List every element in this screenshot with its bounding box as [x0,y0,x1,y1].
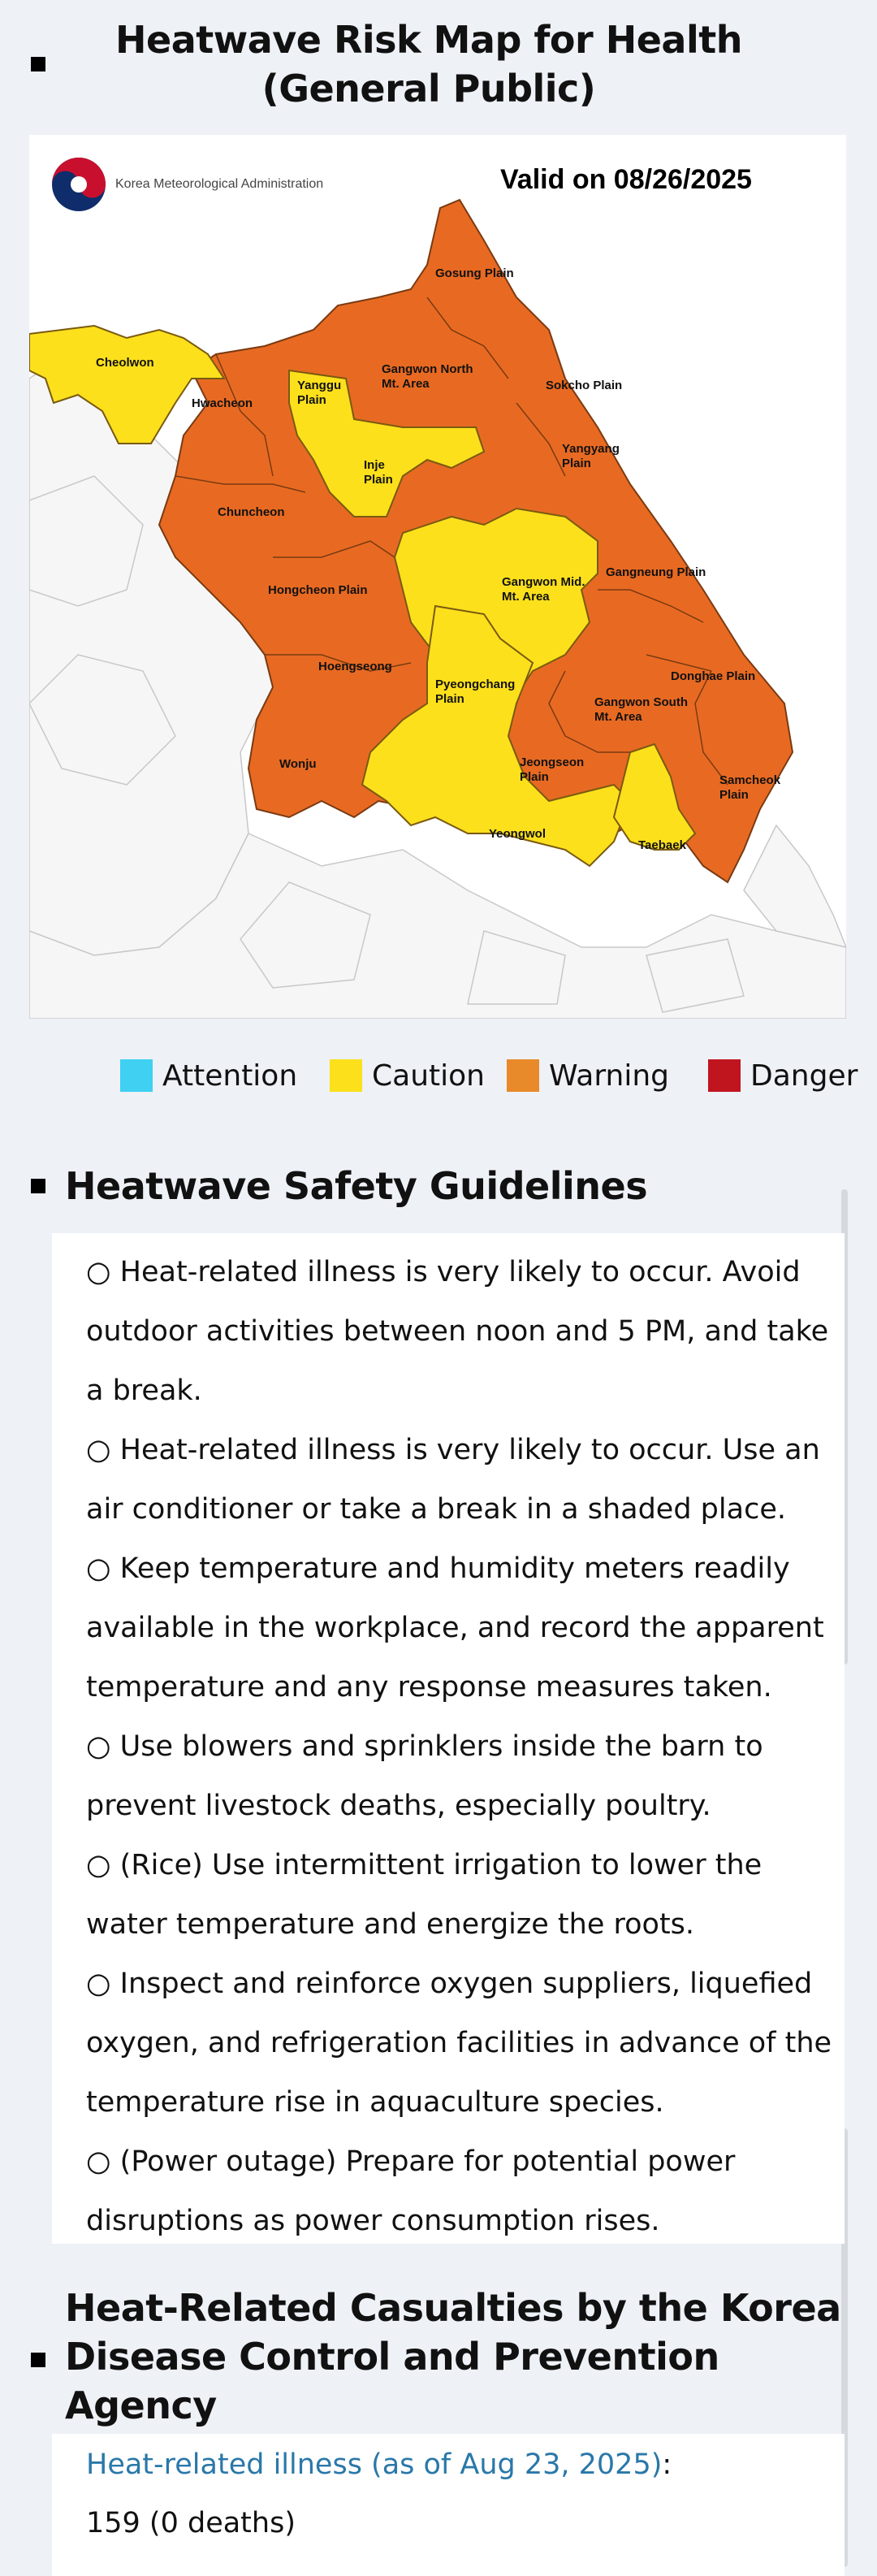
region-label: Pyeongchang Plain [435,678,516,706]
legend-label: Attention [162,1059,298,1093]
legend-item-warning [507,1053,669,1098]
link-suffix: : [662,2448,672,2481]
kma-logo [50,156,323,213]
legend-item-caution [330,1053,485,1098]
region-label: Gangneung Plain [606,565,706,579]
guideline-item: ○ (Power outage) Prepare for potential power disruptions as power consumption rises. [86,2145,736,2237]
guidelines-list [86,1243,833,2251]
region-label: Yanggu Plain [297,379,342,407]
region-label: Jeongseon Plain [520,755,585,784]
map-section-title: Heatwave Risk Map for Health (General Public) [115,18,742,110]
region-label: Donghae Plain [671,669,756,683]
region-label: Gosung Plain [435,266,514,280]
casualties-card [52,2434,845,2576]
guideline-item: ○ Keep temperature and humidity meters readily available in the workplace, and record the apparent temperature and any response measures taken. [86,1552,824,1704]
heatwave-risk-map [29,135,846,1019]
legend-swatch [120,1059,153,1092]
map-section-header [0,11,877,117]
legend-label: Caution [372,1059,485,1093]
square-bullet-icon [31,1179,45,1193]
heat-illness-link[interactable]: Heat-related illness (as of Aug 23, 2025) [86,2448,663,2481]
square-bullet-icon [31,57,45,71]
guidelines-card [52,1233,845,2244]
guidelines-section-title: Heatwave Safety Guidelines [65,1164,648,1208]
legend-label: Warning [549,1059,670,1093]
legend-swatch [330,1059,362,1092]
region-label: Wonju [279,757,317,771]
map-legend [0,1053,877,1098]
region-label: Taebaek [638,838,686,852]
kma-logo-text: Korea Meteorological Administration [115,177,324,191]
region-label: Cheolwon [96,356,154,370]
region-label: Hwacheon [192,396,253,410]
legend-swatch [507,1059,539,1092]
guidelines-section-header [0,1154,877,1219]
region-label: Hongcheon Plain [268,583,368,597]
legend-label: Danger [750,1059,858,1093]
region-label: Yeongwol [489,827,547,841]
square-bullet-icon [31,2353,45,2367]
guideline-item: ○ Heat-related illness is very likely to occur. Use an air conditioner or take a break in a shaded place. [86,1434,820,1526]
region-label: Hoengseong [318,660,392,673]
region-label: Chuncheon [218,505,285,519]
legend-swatch [708,1059,741,1092]
guideline-item: ○ Heat-related illness is very likely to occur. Avoid outdoor activities between noon and 5 PM, and take a break. [86,1256,829,1407]
region-label: Gangwon Mid. Mt. Area [502,575,585,604]
casualties-section-header [0,2286,877,2427]
map-valid-date: Valid on 08/26/2025 [500,164,752,195]
guideline-item: ○ Use blowers and sprinklers inside the barn to prevent livestock deaths, especially poultry. [86,1730,763,1822]
region-label: Gangwon North Mt. Area [382,362,473,391]
region-label: Sokcho Plain [546,379,623,392]
region-label: Samcheok Plain [719,773,781,802]
casualties-section-title: Heat-Related Casualties by the Korea Disease Control and Prevention Agency [65,2286,841,2427]
casualties-count: 159 (0 deaths) [86,2507,296,2539]
region-label: Gangwon South Mt. Area [594,695,688,724]
guideline-item: ○ Inspect and reinforce oxygen suppliers, liquefied oxygen, and refrigeration facilities in advance of the temperature rise in aquaculture species. [86,1968,832,2119]
region-label: Inje Plain [364,458,393,487]
region-label: Yangyang Plain [562,442,620,470]
legend-item-danger [708,1053,858,1098]
legend-item-attention [120,1053,297,1098]
casualties-line [86,2440,672,2489]
kma-emblem-icon [50,156,107,213]
guideline-item: ○ (Rice) Use intermittent irrigation to lower the water temperature and energize the roots. [86,1849,763,1941]
